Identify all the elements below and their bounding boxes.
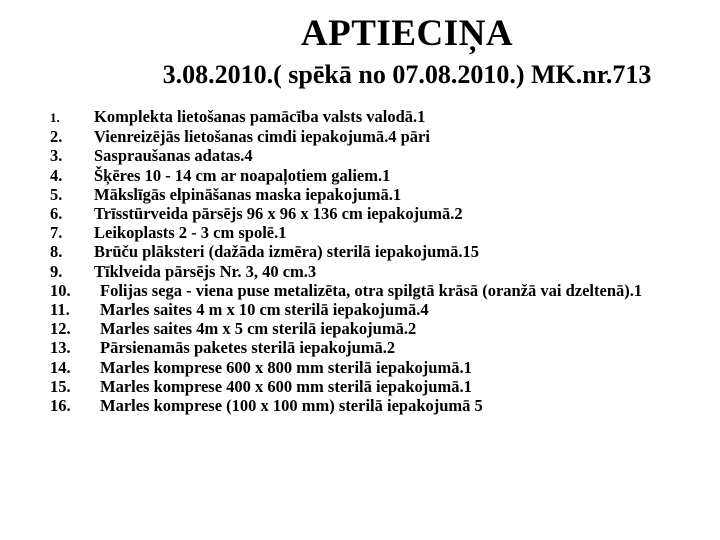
item-number: 6. [50,204,63,224]
item-number: 9. [50,261,63,281]
item-list [50,107,690,415]
item-number: 8. [50,242,63,262]
item-text: Trīsstūrveida pārsējs 96 x 96 x 136 cm iepakojumā.2 [94,204,463,224]
list-item [50,204,690,223]
item-text: Mākslīgās elpināšanas maska iepakojumā.1 [94,184,402,204]
list-item [50,396,690,415]
list-item [50,338,690,357]
item-number: 14. [50,357,71,377]
item-text: Marles saites 4 m x 10 cm sterilā iepakojumā.4 [100,300,429,320]
item-number: 2. [50,127,63,147]
item-text: Tīklveida pārsējs Nr. 3, 40 cm.3 [94,261,317,281]
item-number: 1. [50,110,60,125]
item-text: Folijas sega - viena puse metalizēta, otra spilgtā krāsā (oranžā vai dzeltenā).1 [100,280,643,300]
item-text: Marles komprese 400 x 600 mm sterilā iepakojumā.1 [100,376,472,396]
list-item [50,242,690,261]
item-number: 10. [50,280,71,300]
item-number: 7. [50,223,63,243]
item-number: 16. [50,396,71,416]
item-number: 12. [50,319,71,339]
list-item [50,127,690,146]
item-text: Šķēres 10 - 14 cm ar noapaļotiem galiem.1 [94,165,391,185]
item-text: Vienreizējās lietošanas cimdi iepakojumā.4 pāri [94,127,430,147]
item-number: 13. [50,338,71,358]
item-text: Marles komprese 600 x 800 mm sterilā iepakojumā.1 [100,357,472,377]
list-item [50,146,690,165]
item-text: Saspraušanas adatas.4 [94,146,253,166]
item-text: Pārsienamās paketes sterilā iepakojumā.2 [100,338,396,358]
list-item [50,300,690,319]
item-text: Brūču plāksteri (dažāda izmēra) sterilā iepakojumā.15 [94,242,479,262]
page-title: APTIECIŅA [300,13,514,54]
item-number: 4. [50,165,63,185]
item-text: Komplekta lietošanas pamācība valsts valodā.1 [94,107,426,126]
list-item [50,166,690,185]
item-number: 11. [50,300,70,320]
list-item [50,377,690,396]
page-subtitle: 3.08.2010.( spēkā no 07.08.2010.) MK.nr.713 [162,60,652,89]
list-item [50,223,690,242]
list-item [50,107,690,127]
list-item [50,358,690,377]
item-number: 5. [50,184,63,204]
item-text: Marles komprese (100 x 100 mm) sterilā iepakojumā 5 [100,396,483,416]
list-item [50,319,690,338]
list-item [50,262,690,281]
item-number: 15. [50,376,71,396]
list-item [50,281,690,300]
list-item [50,185,690,204]
item-number: 3. [50,146,63,166]
item-text: Leikoplasts 2 - 3 cm spolē.1 [94,223,287,243]
item-text: Marles saites 4m x 5 cm sterilā iepakojumā.2 [100,319,417,339]
